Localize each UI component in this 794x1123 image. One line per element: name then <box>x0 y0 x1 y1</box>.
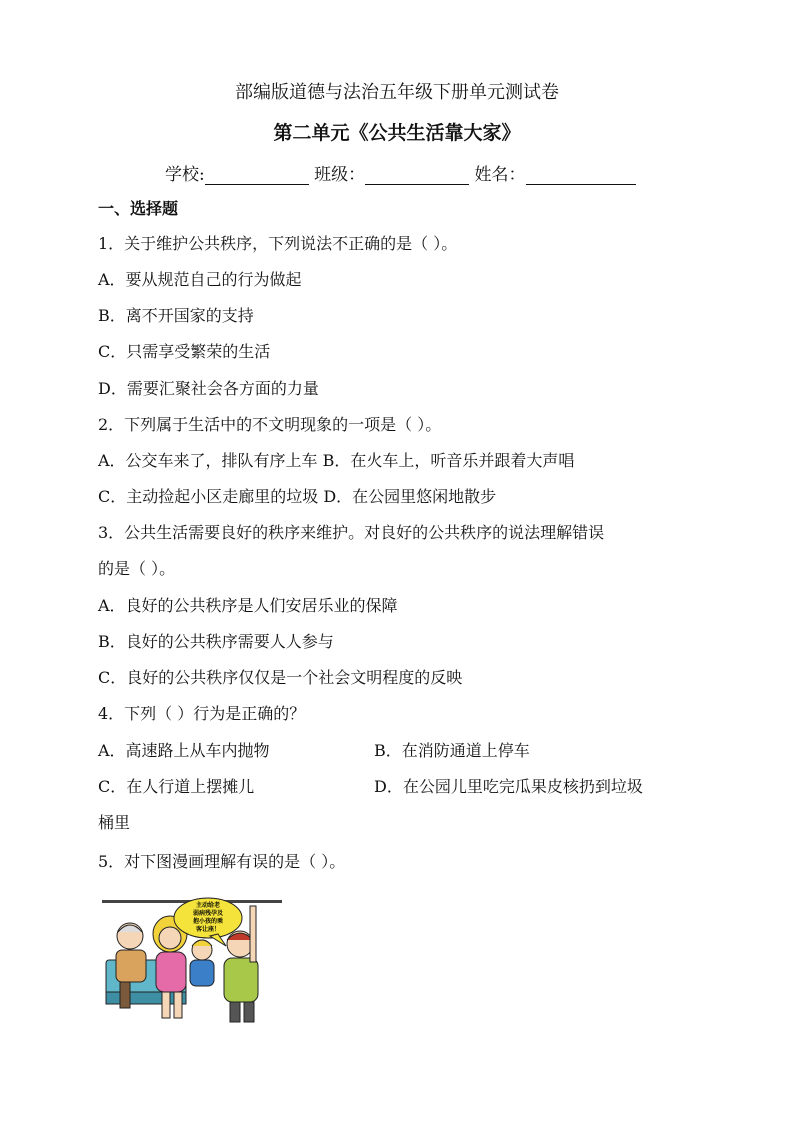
question-3-stem-line1: 3．公共生活需要良好的秩序来维护。对良好的公共秩序的说法理解错误 <box>98 523 605 542</box>
question-2-options-cd[interactable]: C．主动捡起小区走廊里的垃圾 D．在公园里悠闲地散步 <box>98 487 497 506</box>
bus-seat-cartoon <box>100 896 284 1028</box>
bubble-text-2: 弱病残孕及 <box>192 910 224 917</box>
question-1-option-c[interactable]: C．只需享受繁荣的生活 <box>98 342 271 361</box>
question-1-option-b[interactable]: B．离不开国家的支持 <box>98 306 254 325</box>
question-2-options-ab[interactable]: A．公交车来了，排队有序上车 B．在火车上，听音乐并跟着大声唱 <box>98 451 575 470</box>
section-heading: 一、选择题 <box>98 199 179 218</box>
bubble-text-4: 客让座！ <box>195 926 221 933</box>
woman-body <box>156 952 186 992</box>
question-4-option-c[interactable]: C．在人行道上摆摊儿 <box>98 777 255 796</box>
woman-leg <box>162 992 170 1018</box>
question-5-stem: 5．对下图漫画理解有误的是（ ）。 <box>98 852 346 871</box>
child-hair <box>192 940 212 946</box>
question-1-option-d[interactable]: D．需要汇聚社会各方面的力量 <box>98 379 319 398</box>
class-blank[interactable] <box>365 164 469 185</box>
old-man-body <box>116 950 146 982</box>
question-1-stem: 1．关于维护公共秩序，下列说法不正确的是（ ）。 <box>98 234 458 253</box>
man-body <box>224 958 258 1002</box>
question-4-option-d-cont: 桶里 <box>98 813 131 832</box>
question-2-stem: 2．下列属于生活中的不文明现象的一项是（ ）。 <box>98 415 442 434</box>
exam-title: 部编版道德与法治五年级下册单元测试卷 <box>235 82 559 103</box>
bubble-text-1: 主动给老 <box>195 902 221 909</box>
bubble-text-3: 抱小孩的乘 <box>192 918 224 925</box>
student-info-row <box>165 160 636 185</box>
woman-leg <box>174 992 182 1018</box>
man-leg <box>230 1002 240 1022</box>
man-raised-arm <box>250 906 256 962</box>
school-blank[interactable] <box>205 164 309 185</box>
question-4-option-a[interactable]: A．高速路上从车内抛物 <box>98 741 270 760</box>
old-man-leg <box>120 982 130 1008</box>
question-1-option-a[interactable]: A．要从规范自己的行为做起 <box>98 270 302 289</box>
class-label: 班级： <box>314 165 366 185</box>
woman-head <box>159 927 181 949</box>
question-3-option-a[interactable]: A．良好的公共秩序是人们安居乐业的保障 <box>98 596 398 615</box>
question-4-option-b[interactable]: B．在消防通道上停车 <box>374 741 530 760</box>
question-4-stem: 4．下列（ ）行为是正确的？ <box>98 704 306 723</box>
question-4-option-d[interactable]: D．在公园儿里吃完瓜果皮核扔到垃圾 <box>374 777 643 796</box>
question-3-option-b[interactable]: B．良好的公共秩序需要人人参与 <box>98 632 334 651</box>
unit-title: 第二单元《公共生活靠大家》 <box>273 122 521 144</box>
name-blank[interactable] <box>526 164 636 185</box>
man-leg <box>244 1002 254 1022</box>
school-label: 学校: <box>165 165 205 185</box>
question-3-option-c[interactable]: C．良好的公共秩序仅仅是一个社会文明程度的反映 <box>98 668 463 687</box>
child-body <box>190 960 214 986</box>
question-3-stem-line2: 的是（ ）。 <box>98 559 176 578</box>
name-label: 姓名： <box>474 165 526 185</box>
